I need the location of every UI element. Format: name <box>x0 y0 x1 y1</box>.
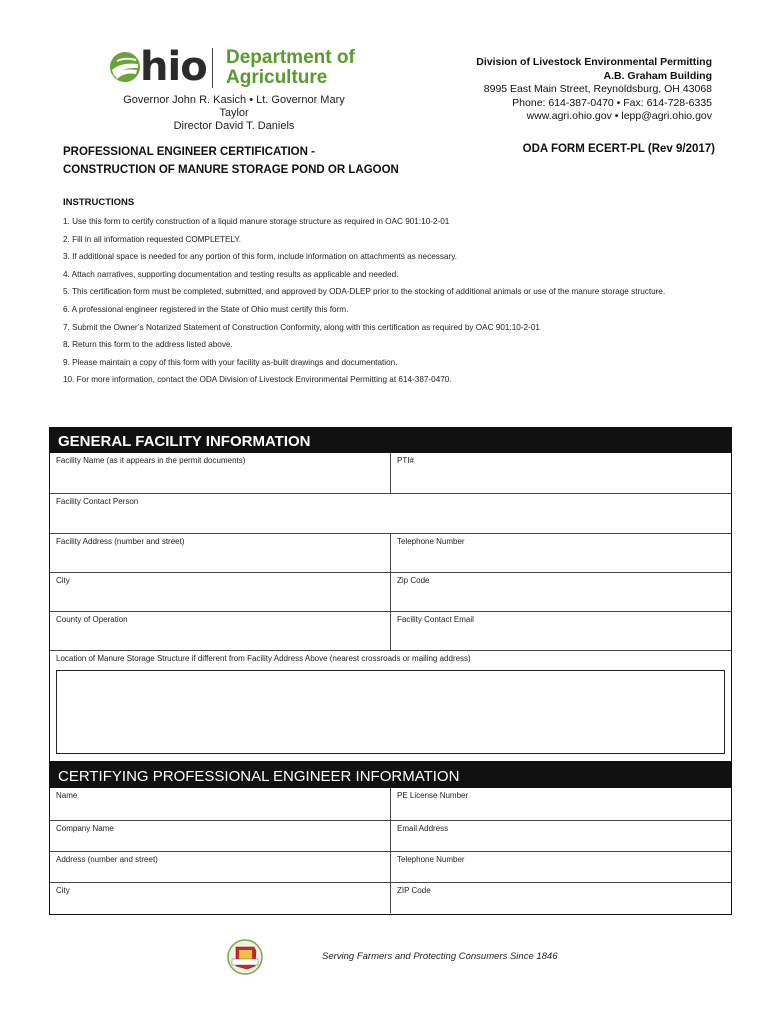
instructions-heading: INSTRUCTIONS <box>63 197 135 208</box>
form-row <box>50 453 731 493</box>
pti-field[interactable]: PTI# <box>390 453 731 493</box>
form-row <box>50 788 731 820</box>
general-facility-section <box>49 427 732 762</box>
facility-address-field[interactable]: Facility Address (number and street) <box>56 537 185 546</box>
instruction-item: 2. Fill in all information requested COMPLETELY. <box>63 234 242 244</box>
facility-name-field[interactable]: Facility Name (as it appears in the permit documents) <box>56 456 246 465</box>
location-textarea[interactable] <box>56 670 725 754</box>
engineer-name-field[interactable]: Name <box>56 791 78 800</box>
facility-zip-field[interactable]: Zip Code <box>390 573 731 611</box>
facility-telephone-field[interactable]: Telephone Number <box>390 534 731 572</box>
instructions-list <box>63 216 723 392</box>
form-row <box>50 533 731 572</box>
logo-divider <box>212 48 213 88</box>
ohio-proud-seal-icon <box>226 939 264 975</box>
form-row <box>50 493 731 533</box>
ohio-logo-icon <box>108 50 142 84</box>
instruction-item: 5. This certification form must be completed, submitted, and approved by ODA-DLEP prior to the stocking of additional animals or use of the manure storage structure. <box>63 287 666 297</box>
engineer-heading: CERTIFYING PROFESSIONAL ENGINEER INFORMATION <box>50 763 731 788</box>
instruction-item: 3. If additional space is needed for any portion of this form, include information on attachments as necessary. <box>63 252 457 262</box>
form-row <box>50 851 731 882</box>
company-name-field[interactable]: Company Name <box>56 824 114 833</box>
instruction-item: 8. Return this form to the address listed above. <box>63 340 233 350</box>
engineer-address-field[interactable]: Address (number and street) <box>56 855 158 864</box>
governor-line: Governor John R. Kasich • Lt. Governor Mary Taylor Director David T. Daniels <box>123 94 345 132</box>
form-id: ODA FORM ECERT-PL (Rev 9/2017) <box>522 143 715 155</box>
engineer-telephone-field[interactable]: Telephone Number <box>390 852 731 882</box>
general-facility-heading: GENERAL FACILITY INFORMATION <box>50 428 731 453</box>
logo-wordmark: hio <box>140 44 207 90</box>
contact-block: Division of Livestock Environmental Permitting A.B. Graham Building 8995 East Main Street, Reynoldsburg, OH 43068 Phone: 614-387-0470 • Fax: 614-728-6335 www.agri.ohio.gov • lepp@agri.ohio.gov <box>476 56 712 122</box>
county-field[interactable]: County of Operation <box>56 615 128 624</box>
facility-contact-person-field[interactable]: Facility Contact Person <box>56 497 139 506</box>
form-row <box>50 572 731 611</box>
engineer-city-field[interactable]: City <box>56 886 70 895</box>
engineer-zip-field[interactable]: ZIP Code <box>390 883 731 913</box>
instruction-item: 4. Attach narratives, supporting documentation and testing results as applicable and needed. <box>63 269 399 279</box>
instruction-item: 1. Use this form to certify construction of a liquid manure storage structure as required in OAC 901:10-2-01 <box>63 217 450 226</box>
location-label: Location of Manure Storage Structure if different from Facility Address Above (nearest crossroads or mailing address) <box>56 654 471 663</box>
engineer-email-field[interactable]: Email Address <box>390 821 731 851</box>
form-row <box>50 820 731 851</box>
facility-email-field[interactable]: Facility Contact Email <box>390 612 731 650</box>
instruction-item: 6. A professional engineer registered in the State of Ohio must certify this form. <box>63 304 349 314</box>
form-row <box>50 882 731 913</box>
engineer-section <box>49 762 732 915</box>
instruction-item: 7. Submit the Owner’s Notarized Statement of Construction Conformity, along with this certification as required by OAC 901:10-2-01 <box>63 322 540 332</box>
instruction-item: 10. For more information, contact the ODA Division of Livestock Environmental Permitting at 614-387-0470. <box>63 375 452 385</box>
form-row <box>50 650 731 760</box>
form-row <box>50 611 731 650</box>
department-name: Department of Agriculture <box>226 47 355 88</box>
facility-city-field[interactable]: City <box>56 576 70 585</box>
form-title: PROFESSIONAL ENGINEER CERTIFICATION - CONSTRUCTION OF MANURE STORAGE POND OR LAGOON <box>63 146 399 176</box>
instruction-item: 9. Please maintain a copy of this form with your facility as-built drawings and documentation. <box>63 357 398 367</box>
footer-tagline: Serving Farmers and Protecting Consumers Since 1846 <box>322 951 558 962</box>
pe-license-field[interactable]: PE License Number <box>390 788 731 820</box>
